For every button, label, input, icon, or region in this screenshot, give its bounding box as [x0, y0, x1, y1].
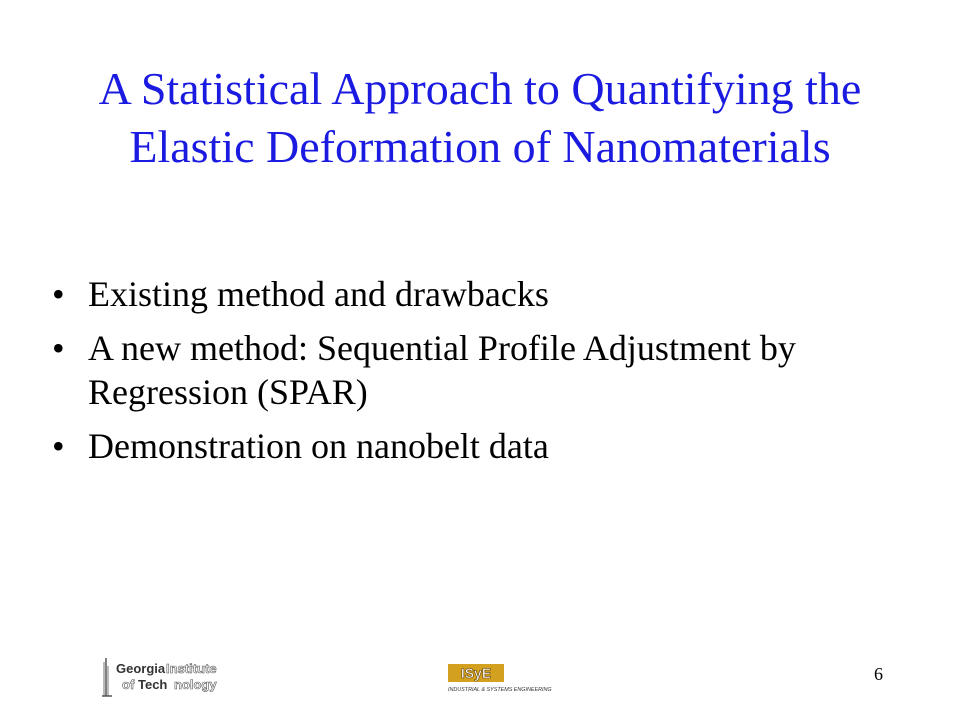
bullet-marker: • — [52, 274, 65, 314]
slide-title — [40, 60, 920, 176]
isye-mark-text: ISyE — [460, 665, 492, 681]
bullet-marker: • — [52, 426, 65, 466]
isye-logo — [448, 664, 568, 694]
bullet-text: Existing method and drawbacks — [88, 274, 549, 314]
bullet-item — [52, 326, 912, 414]
slide-title-line-1: A Statistical Approach to Quantifying the — [98, 63, 862, 114]
page-number: 6 — [874, 664, 883, 684]
bullet-item — [52, 272, 912, 316]
georgia-tech-logo — [100, 656, 250, 698]
gt-logo-georgia: Georgia — [116, 661, 166, 676]
gt-logo-of: of — [122, 677, 135, 692]
slide-title-line-2: Elastic Deformation of Nanomaterials — [129, 121, 831, 172]
bullet-text: A new method: Sequential Profile Adjustment by Regression (SPAR) — [88, 328, 796, 412]
bullet-list — [52, 272, 912, 478]
isye-logo-caption: INDUSTRIAL & SYSTEMS ENGINEERING — [448, 687, 552, 693]
bullet-marker: • — [52, 328, 65, 368]
gt-logo-nology: nology — [174, 677, 217, 692]
bullet-text: Demonstration on nanobelt data — [88, 426, 549, 466]
gt-logo-institute: Institute — [166, 661, 217, 676]
gt-logo-tech: Tech — [138, 677, 168, 692]
tech-tower-icon — [102, 658, 112, 696]
bullet-item — [52, 424, 912, 468]
